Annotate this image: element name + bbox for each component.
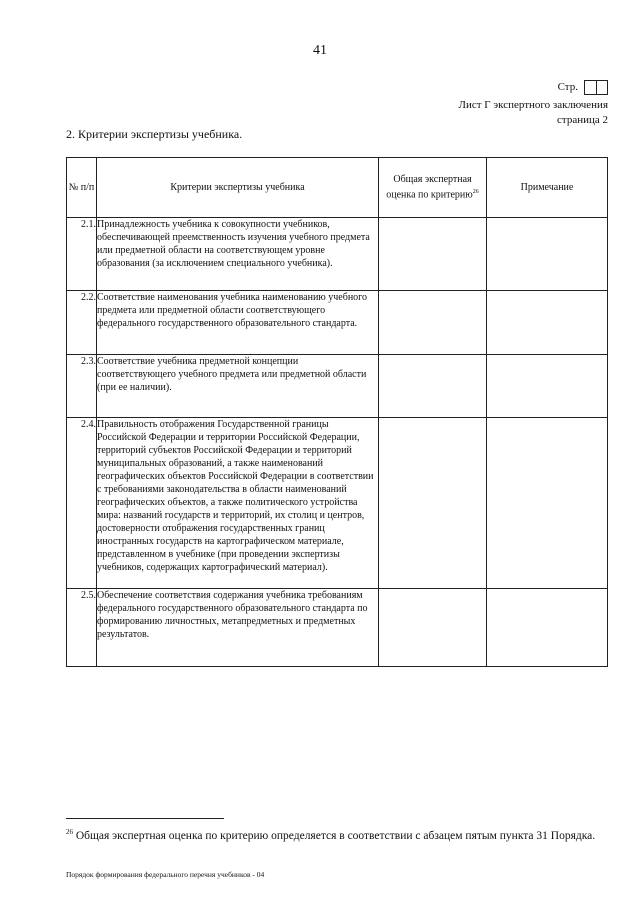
header-note: Примечание xyxy=(487,158,608,218)
header-score-footnote-mark: 26 xyxy=(472,189,479,196)
row-note-cell[interactable] xyxy=(487,218,608,291)
row-score-cell[interactable] xyxy=(379,589,487,667)
table-row xyxy=(67,355,608,418)
row-criterion: Принадлежность учебника к совокупности учебников, обеспечивающей преемственность изучения учебного предмета или предметной области на соответствующем уровне образования (за исключением специального учебника). xyxy=(97,218,379,291)
sheet-title: Лист Г экспертного заключения xyxy=(458,99,608,111)
row-score-cell[interactable] xyxy=(379,218,487,291)
page-field-row xyxy=(459,78,608,96)
table-row xyxy=(67,418,608,589)
row-number: 2.4. xyxy=(67,418,97,589)
row-criterion: Соответствие учебника предметной концепции соответствующего учебного предмета или предметной области (при ее наличии). xyxy=(97,355,379,418)
page-footer: Порядок формирования федерального перечня учебников - 04 xyxy=(66,870,265,879)
table-header-row xyxy=(67,158,608,218)
footnote-mark: 26 xyxy=(66,828,73,836)
row-note-cell[interactable] xyxy=(487,418,608,589)
table-row xyxy=(67,218,608,291)
header-criteria: Критерии экспертизы учебника xyxy=(97,158,379,218)
row-criterion: Соответствие наименования учебника наименованию учебного предмета или предметной области соответствующего федерального государственного образовательного стандарта. xyxy=(97,291,379,355)
row-number: 2.1. xyxy=(67,218,97,291)
row-note-cell[interactable] xyxy=(487,291,608,355)
row-score-cell[interactable] xyxy=(379,355,487,418)
row-number: 2.3. xyxy=(67,355,97,418)
footnote-divider xyxy=(66,818,224,819)
row-note-cell[interactable] xyxy=(487,589,608,667)
header-score xyxy=(379,158,487,218)
footnote-text: Общая экспертная оценка по критерию определяется в соответствии с абзацем пятым пункта 31 Порядка. xyxy=(75,829,596,842)
row-note-cell[interactable] xyxy=(487,355,608,418)
row-number: 2.2. xyxy=(67,291,97,355)
page-number: 41 xyxy=(313,43,327,58)
header-number: № п/п xyxy=(67,158,97,218)
criteria-table xyxy=(66,157,608,667)
row-criterion: Обеспечение соответствия содержания учебника требованиям федерального государственного образовательного стандарта по формированию личностных, метапредметных и предметных результатов. xyxy=(97,589,379,667)
row-number: 2.5. xyxy=(67,589,97,667)
page-label: Стр. xyxy=(557,80,578,93)
row-score-cell[interactable] xyxy=(379,418,487,589)
footnote xyxy=(66,824,608,845)
header-score-label: Общая экспертная оценка по критерию xyxy=(386,174,473,201)
page-number-box xyxy=(584,80,608,95)
sheet-subtitle: страница 2 xyxy=(557,114,608,126)
section-title: 2. Критерии экспертизы учебника. xyxy=(66,127,243,141)
table-row xyxy=(67,291,608,355)
row-criterion: Правильность отображения Государственной границы Российской Федерации и территории Российской Федерации, территорий субъектов Российской Федерации и территорий муниципальных образований, а также наименований географических объектов Российской Федерации в соответствии с требованиями законодательства в области наименований географических объектов, а также политического устройства мира: названий государств и территорий, их столиц и центров, достоверности отображения государственных границ иностранных государств на картографическом материале, представленном в учебнике (при проведении экспертизы учебников, содержащих картографический материал). xyxy=(97,418,379,589)
row-score-cell[interactable] xyxy=(379,291,487,355)
sheet-header xyxy=(459,78,608,128)
table-row xyxy=(67,589,608,667)
